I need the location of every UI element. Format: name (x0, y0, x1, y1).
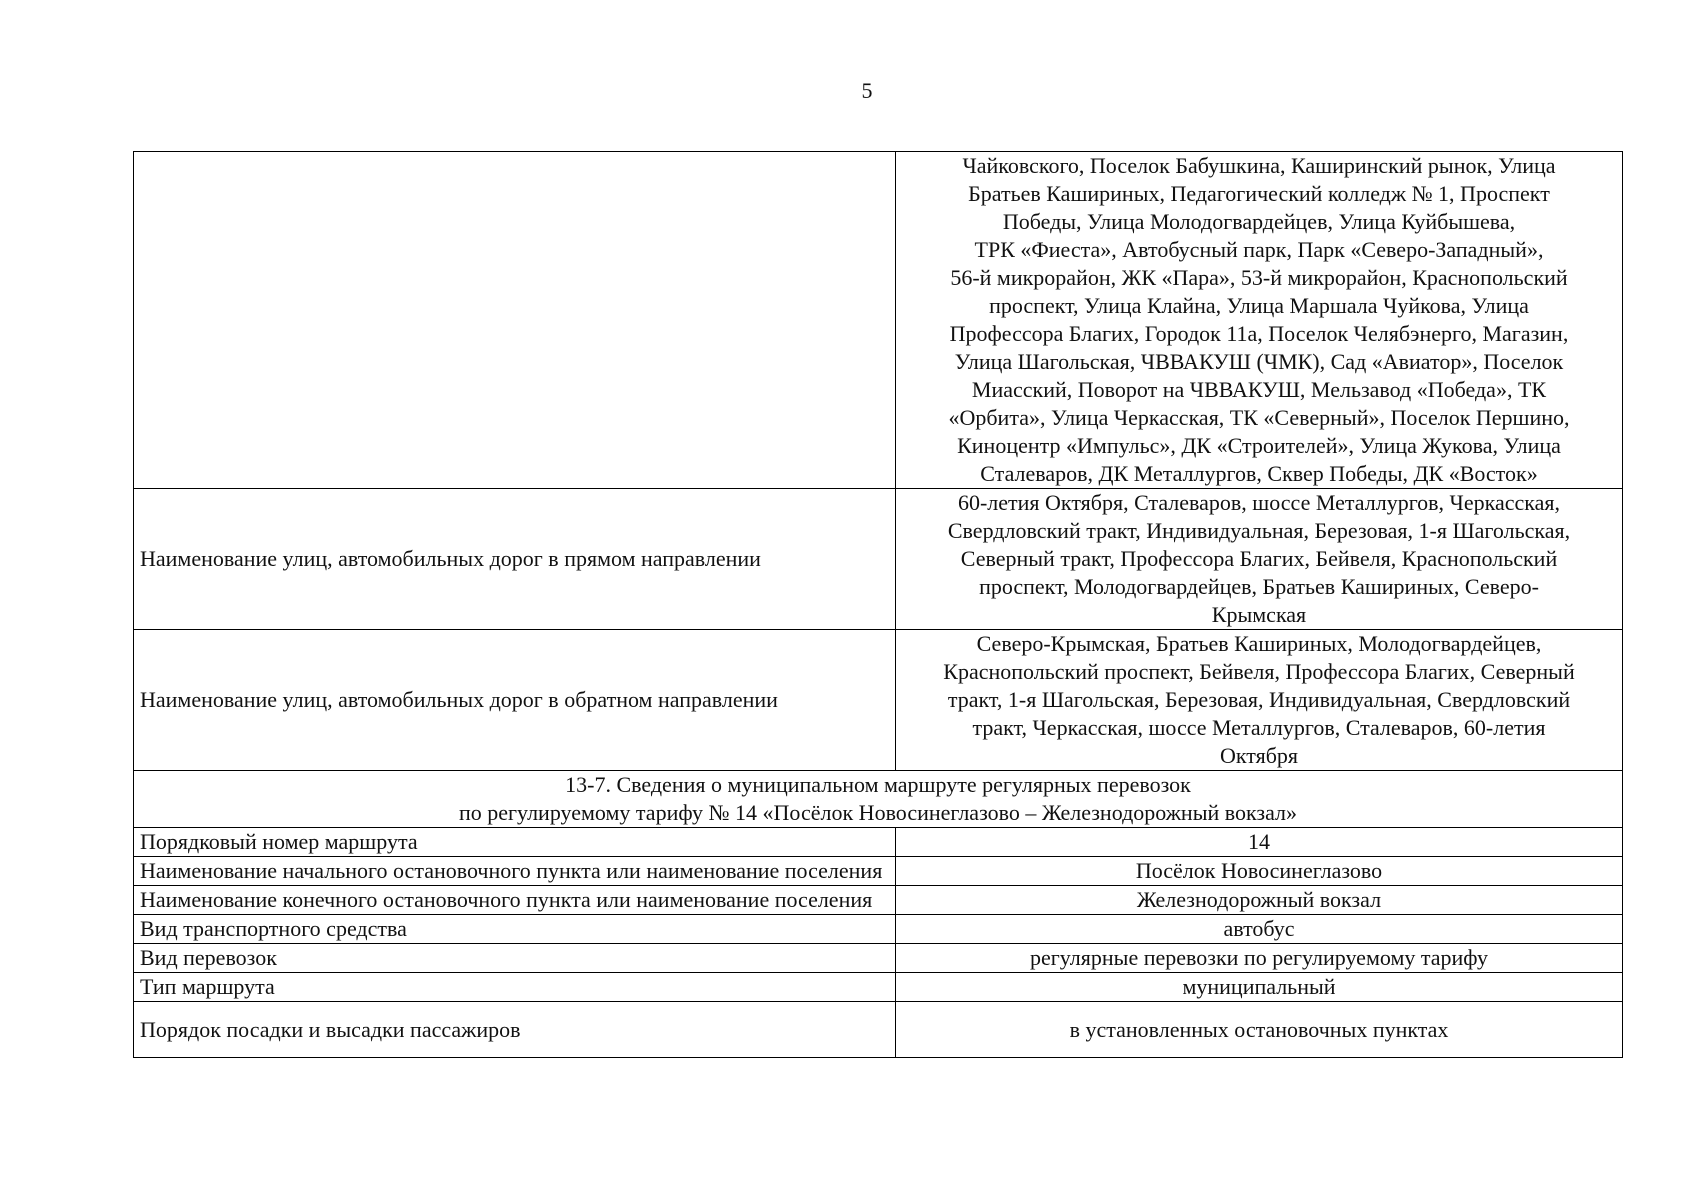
row-label: Наименование начального остановочного пункта или наименование поселения (134, 857, 896, 886)
text-line: Краснопольский проспект, Бейвеля, Профессора Благих, Северный (943, 659, 1575, 684)
stops-list-cell (896, 152, 1623, 489)
reverse-streets-cell (896, 630, 1623, 771)
section-heading-line: по регулируемому тарифу № 14 «Посёлок Новосинеглазово – Железнодорожный вокзал» (458, 800, 1298, 825)
page-number: 5 (861, 78, 873, 103)
row-value: автобус (896, 915, 1623, 944)
row-value: 14 (896, 828, 1623, 857)
text-line: Сталеваров, ДК Металлургов, Сквер Победы, ДК «Восток» (980, 461, 1538, 486)
row-label: Тип маршрута (134, 973, 896, 1002)
text-line: Миасский, Поворот на ЧВВАКУШ, Мельзавод «Победа», ТК (971, 377, 1547, 402)
text-line: ТРК «Фиеста», Автобусный парк, Парк «Северо-Западный», (974, 237, 1544, 262)
text-line: Октября (1219, 743, 1299, 768)
text-line: Профессора Благих, Городок 11а, Поселок Челябэнерго, Магазин, (949, 321, 1569, 346)
row-label: Порядок посадки и высадки пассажиров (134, 1002, 896, 1058)
row-value: Железнодорожный вокзал (896, 886, 1623, 915)
text-line: проспект, Молодогвардейцев, Братьев Кашириных, Северо- (979, 574, 1539, 599)
table-row (134, 1002, 1623, 1058)
text-line: «Орбита», Улица Черкасская, ТК «Северный», Поселок Першино, (948, 405, 1570, 430)
text-line: тракт, Черкасская, шоссе Металлургов, Сталеваров, 60-летия (972, 715, 1546, 740)
text-line: Улица Шагольская, ЧВВАКУШ (ЧМК), Сад «Авиатор», Поселок (954, 349, 1564, 374)
text-line: 56-й микрорайон, ЖК «Пара», 53-й микрорайон, Краснопольский (950, 265, 1568, 290)
table-row (134, 489, 1623, 630)
row-value: регулярные перевозки по регулируемому тарифу (896, 944, 1623, 973)
table-row (134, 944, 1623, 973)
text-line: Чайковского, Поселок Бабушкина, Каширинский рынок, Улица (962, 153, 1556, 178)
table-row (134, 630, 1623, 771)
text-line: Крымская (1211, 602, 1307, 627)
route-table (133, 151, 1623, 1058)
section-heading-line: 13-7. Сведения о муниципальном маршруте регулярных перевозок (565, 772, 1191, 797)
text-line: Киноцентр «Импульс», ДК «Строителей», Улица Жукова, Улица (957, 433, 1561, 458)
row-label: Наименование улиц, автомобильных дорог в прямом направлении (134, 489, 896, 630)
row-label: Вид перевозок (134, 944, 896, 973)
row-value: Посёлок Новосинеглазово (896, 857, 1623, 886)
text-line: Северо-Крымская, Братьев Кашириных, Молодогвардейцев, (976, 631, 1542, 656)
text-line: тракт, 1-я Шагольская, Березовая, Индивидуальная, Свердловский (947, 687, 1571, 712)
row-value: в установленных остановочных пунктах (896, 1002, 1623, 1058)
row-label: Наименование конечного остановочного пункта или наименование поселения (134, 886, 896, 915)
table-row (134, 857, 1623, 886)
table-row (134, 828, 1623, 857)
row-label: Порядковый номер маршрута (134, 828, 896, 857)
forward-streets-cell (896, 489, 1623, 630)
row-label (134, 152, 896, 489)
row-label: Вид транспортного средства (134, 915, 896, 944)
text-line: проспект, Улица Клайна, Улица Маршала Чуйкова, Улица (989, 293, 1529, 318)
table-row (134, 973, 1623, 1002)
table-row (134, 771, 1623, 828)
table-row (134, 152, 1623, 489)
text-line: Победы, Улица Молодогвардейцев, Улица Куйбышева, (1002, 209, 1516, 234)
text-line: Братьев Кашириных, Педагогический колледж № 1, Проспект (968, 181, 1550, 206)
text-line: Свердловский тракт, Индивидуальная, Березовая, 1-я Шагольская, (947, 518, 1571, 543)
section-heading (134, 771, 1623, 828)
row-label: Наименование улиц, автомобильных дорог в обратном направлении (134, 630, 896, 771)
text-line: 60-летия Октября, Сталеваров, шоссе Металлургов, Черкасская, (957, 490, 1561, 515)
row-value: муниципальный (896, 973, 1623, 1002)
table-row (134, 886, 1623, 915)
table-row (134, 915, 1623, 944)
text-line: Северный тракт, Профессора Благих, Бейвеля, Краснопольский (960, 546, 1558, 571)
